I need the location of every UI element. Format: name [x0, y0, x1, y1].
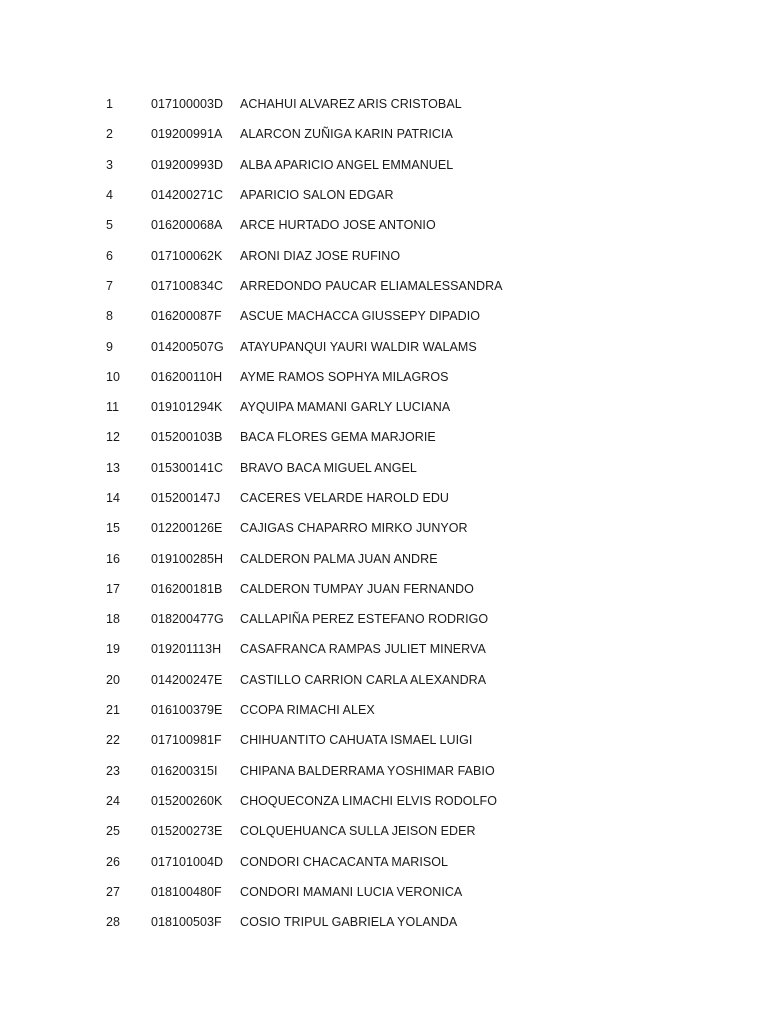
table-row [106, 756, 706, 786]
table-row [106, 301, 706, 331]
student-code: 015200147J [151, 491, 221, 505]
row-number: 15 [106, 521, 121, 536]
student-code: 014200271C [151, 188, 224, 203]
row-number: 26 [106, 854, 121, 869]
table-row [106, 362, 706, 392]
row-number: 21 [106, 703, 121, 718]
student-code: 014200247E [151, 672, 223, 687]
row-number: 11 [106, 400, 120, 415]
student-name: CACERES VELARDE HAROLD EDU [240, 491, 449, 505]
student-name: ARONI DIAZ JOSE RUFINO [240, 248, 401, 263]
student-name: ARCE HURTADO JOSE ANTONIO [240, 218, 436, 233]
table-row [106, 877, 706, 907]
table-row [106, 89, 706, 119]
table-row [106, 604, 706, 634]
table-row [106, 513, 706, 543]
student-name: CALDERON TUMPAY JUAN FERNANDO [240, 581, 474, 596]
table-row [106, 665, 706, 695]
student-code: 014200507G [151, 339, 224, 354]
student-name: AYME RAMOS SOPHYA MILAGROS [240, 369, 449, 384]
table-row [106, 725, 706, 755]
student-name: ACHAHUI ALVAREZ ARIS CRISTOBAL [240, 97, 462, 112]
student-name: BACA FLORES GEMA MARJORIE [240, 430, 436, 445]
row-number: 8 [106, 309, 114, 324]
row-number: 16 [106, 551, 121, 566]
student-code: 016200315I [151, 763, 218, 778]
table-row [106, 150, 706, 180]
student-name: CCOPA RIMACHI ALEX [240, 703, 375, 718]
row-number: 6 [106, 248, 114, 263]
student-code: 017100003D [151, 97, 224, 112]
row-number: 4 [106, 188, 114, 203]
student-code: 015200103B [151, 430, 223, 445]
student-code: 015200273E [151, 824, 223, 839]
student-code: 017101004D [151, 854, 224, 869]
table-row [106, 846, 706, 876]
student-code: 016200181B [151, 581, 223, 596]
row-number: 20 [106, 672, 121, 687]
student-code: 017100981F [151, 733, 222, 748]
table-row [106, 240, 706, 270]
student-name: CAJIGAS CHAPARRO MIRKO JUNYOR [240, 521, 468, 536]
table-row [106, 271, 706, 301]
table-row [106, 483, 706, 513]
student-name: COSIO TRIPUL GABRIELA YOLANDA [240, 915, 458, 930]
student-code: 019100285H [151, 551, 224, 566]
student-name: ALARCON ZUÑIGA KARIN PATRICIA [240, 127, 453, 142]
student-code: 019201113H [151, 642, 222, 657]
student-name: ASCUE MACHACCA GIUSSEPY DIPADIO [240, 309, 481, 324]
row-number: 2 [106, 127, 114, 142]
student-code: 012200126E [151, 521, 223, 536]
student-code: 015200260K [151, 793, 223, 808]
row-number: 7 [106, 278, 114, 293]
table-row [106, 786, 706, 816]
student-name: CHIPANA BALDERRAMA YOSHIMAR FABIO [240, 763, 495, 778]
student-name: ALBA APARICIO ANGEL EMMANUEL [240, 157, 454, 172]
row-number: 1 [106, 97, 114, 112]
student-name: CASAFRANCA RAMPAS JULIET MINERVA [240, 642, 486, 657]
student-roster [106, 89, 706, 937]
table-row [106, 907, 706, 937]
table-row [106, 210, 706, 240]
student-name: AYQUIPA MAMANI GARLY LUCIANA [240, 400, 451, 415]
student-code: 016200068A [151, 218, 223, 233]
table-row [106, 574, 706, 604]
student-code: 019101294K [151, 400, 223, 415]
student-name: CALLAPIÑA PEREZ ESTEFANO RODRIGO [240, 612, 489, 627]
row-number: 17 [106, 581, 121, 596]
student-name: CALDERON PALMA JUAN ANDRE [240, 551, 438, 566]
student-code: 017100834C [151, 278, 224, 293]
table-row [106, 816, 706, 846]
student-code: 016200087F [151, 309, 222, 324]
row-number: 27 [106, 884, 121, 899]
student-name: CASTILLO CARRION CARLA ALEXANDRA [240, 672, 487, 687]
student-name: BRAVO BACA MIGUEL ANGEL [240, 460, 417, 475]
student-name: COLQUEHUANCA SULLA JEISON EDER [240, 824, 476, 839]
student-name: ARREDONDO PAUCAR ELIAMALESSANDRA [240, 278, 503, 293]
student-code: 018100503F [151, 915, 222, 930]
student-name: CONDORI CHACACANTA MARISOL [240, 854, 449, 869]
row-number: 18 [106, 612, 121, 627]
table-row [106, 634, 706, 664]
table-row [106, 422, 706, 452]
table-row [106, 119, 706, 149]
row-number: 19 [106, 642, 121, 657]
row-number: 10 [106, 369, 121, 384]
table-row [106, 695, 706, 725]
row-number: 24 [106, 793, 121, 808]
row-number: 12 [106, 430, 121, 445]
row-number: 9 [106, 339, 114, 354]
student-code: 019200991A [151, 127, 223, 142]
row-number: 22 [106, 733, 121, 748]
row-number: 28 [106, 915, 121, 930]
student-code: 015300141C [151, 460, 224, 475]
table-row [106, 331, 706, 361]
student-name: CONDORI MAMANI LUCIA VERONICA [240, 884, 463, 899]
row-number: 23 [106, 763, 121, 778]
student-name: CHOQUECONZA LIMACHI ELVIS RODOLFO [240, 793, 498, 808]
student-code: 018200477G [151, 612, 224, 627]
row-number: 14 [106, 491, 121, 505]
student-code: 017100062K [151, 248, 223, 263]
student-name: CHIHUANTITO CAHUATA ISMAEL LUIGI [240, 733, 473, 748]
row-number: 5 [106, 218, 114, 233]
table-row [106, 392, 706, 422]
row-number: 3 [106, 157, 114, 172]
row-number: 25 [106, 824, 121, 839]
student-code: 016200110H [151, 369, 223, 384]
student-code: 019200993D [151, 157, 224, 172]
student-name: APARICIO SALON EDGAR [240, 188, 394, 203]
table-row [106, 543, 706, 573]
student-code: 018100480F [151, 884, 222, 899]
student-name: ATAYUPANQUI YAURI WALDIR WALAMS [240, 339, 477, 354]
student-code: 016100379E [151, 703, 223, 718]
row-number: 13 [106, 460, 121, 475]
table-row [106, 180, 706, 210]
table-row [106, 453, 706, 483]
